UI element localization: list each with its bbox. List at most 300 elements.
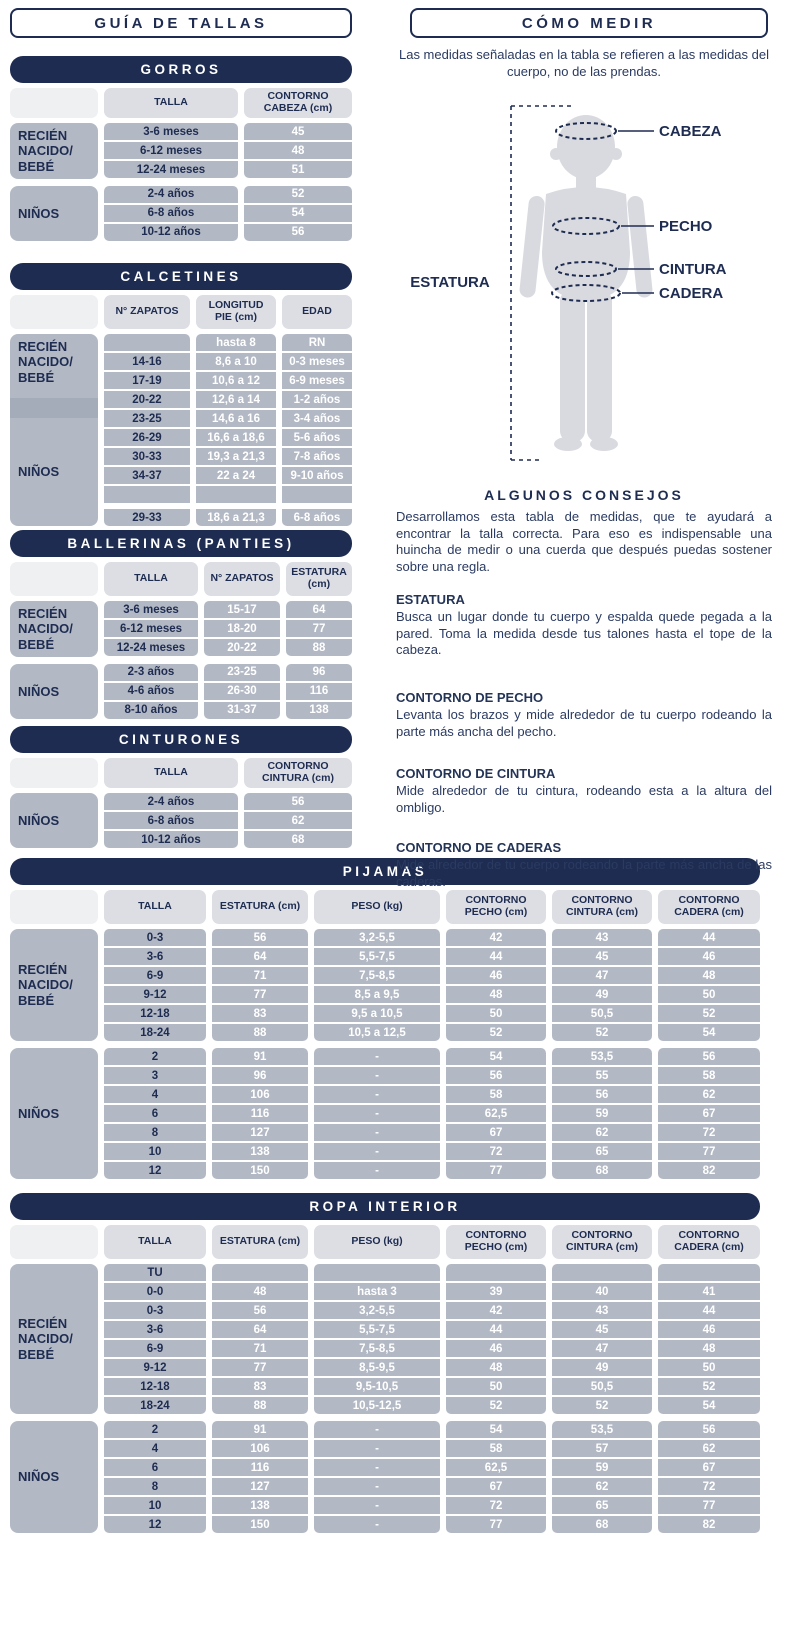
- ropa_interior-row-group-label: RECIÉN NACIDO/ BEBÉ: [10, 1264, 98, 1414]
- table-cell: 67: [446, 1124, 546, 1141]
- table-cell: 91: [212, 1048, 308, 1065]
- pijamas-column-header: PESO (kg): [314, 890, 440, 924]
- ropa_interior-corner-cell: [10, 1225, 98, 1259]
- calcetines-label-segment: NIÑOS: [18, 464, 60, 480]
- table-row: [104, 683, 352, 700]
- table-calcetines: [10, 263, 352, 526]
- table-cell: [282, 486, 352, 503]
- table-row: [104, 1048, 760, 1065]
- table-cell: 2-4 años: [104, 793, 238, 810]
- table-cell: 77: [446, 1162, 546, 1179]
- table-cell: 62: [658, 1440, 760, 1457]
- pijamas-title-bar: PIJAMAS: [10, 858, 760, 885]
- cinturones-title-bar: CINTURONES: [10, 726, 352, 753]
- gorros-rows: [104, 186, 352, 241]
- ballerinas-row-group-label: RECIÉN NACIDO/ BEBÉ: [10, 601, 98, 657]
- ropa_interior-row-group: [10, 1421, 760, 1533]
- table-cell: 12: [104, 1162, 206, 1179]
- table-row: [104, 1497, 760, 1514]
- table-cell: 68: [552, 1162, 652, 1179]
- ropa_interior-column-header: TALLA: [104, 1225, 206, 1259]
- table-cell: 6-9 meses: [282, 372, 352, 389]
- table-cell: 52: [658, 1378, 760, 1395]
- gorros-column-header: TALLA: [104, 88, 238, 118]
- table-cell: 127: [212, 1124, 308, 1141]
- table-cell: 62: [244, 812, 352, 829]
- ballerinas-column-header: TALLA: [104, 562, 198, 596]
- ballerinas-column-header: N° ZAPATOS: [204, 562, 280, 596]
- table-cell: 116: [212, 1105, 308, 1122]
- table-row: [104, 664, 352, 681]
- table-row: [104, 1024, 760, 1041]
- table-cell: 8,6 a 10: [196, 353, 276, 370]
- table-cell: 34-37: [104, 467, 190, 484]
- table-cell: 64: [212, 1321, 308, 1338]
- table-cell: 12,6 a 14: [196, 391, 276, 408]
- table-cell: 7,5-8,5: [314, 967, 440, 984]
- table-cell: 3: [104, 1067, 206, 1084]
- table-cell: 7,5-8,5: [314, 1340, 440, 1357]
- table-row: [104, 831, 352, 848]
- table-cell: 6-9: [104, 1340, 206, 1357]
- table-cell: 77: [446, 1516, 546, 1533]
- table-cell: 88: [286, 639, 352, 656]
- section-pecho-text: Levanta los brazos y mide alrededor de tu cuerpo rodeando la parte más ancha del pecho.: [396, 707, 772, 739]
- table-cell: 71: [212, 1340, 308, 1357]
- table-cell: [104, 334, 190, 351]
- gorros-title-bar: GORROS: [10, 56, 352, 83]
- table-row: [104, 986, 760, 1003]
- table-cell: -: [314, 1143, 440, 1160]
- gorros-row-group: [10, 123, 352, 179]
- table-cell: 8: [104, 1124, 206, 1141]
- table-cell: 6-8 años: [282, 509, 352, 526]
- gorros-column-headers: [104, 88, 352, 118]
- table-cell: 48: [244, 142, 352, 159]
- section-pecho-heading: CONTORNO DE PECHO: [396, 690, 544, 705]
- table-row: [104, 391, 352, 408]
- cinturones-column-headers: [104, 758, 352, 788]
- table-cell: 77: [212, 1359, 308, 1376]
- table-cell: 58: [446, 1086, 546, 1103]
- size-guide-title: GUÍA DE TALLAS: [94, 14, 268, 32]
- cinturones-corner-cell: [10, 758, 98, 788]
- ropa_interior-column-header: PESO (kg): [314, 1225, 440, 1259]
- table-cell: 59: [552, 1105, 652, 1122]
- table-row: [104, 948, 760, 965]
- table-cell: 56: [212, 1302, 308, 1319]
- table-row: [104, 224, 352, 241]
- table-cell: 56: [244, 793, 352, 810]
- table-cell: 96: [212, 1067, 308, 1084]
- table-cell: 65: [552, 1497, 652, 1514]
- ballerinas-corner-cell: [10, 562, 98, 596]
- table-cell: 14,6 a 16: [196, 410, 276, 427]
- table-row: [104, 1264, 760, 1281]
- ballerinas-title-bar: BALLERINAS (PANTIES): [10, 530, 352, 557]
- table-row: [104, 1516, 760, 1533]
- table-cell: 8: [104, 1478, 206, 1495]
- gorros-column-header: CONTORNO CABEZA (cm): [244, 88, 352, 118]
- size-guide-title-box: [10, 8, 352, 38]
- table-cell: 5,5-7,5: [314, 948, 440, 965]
- table-cell: 42: [446, 1302, 546, 1319]
- table-cell: RN: [282, 334, 352, 351]
- table-cell: 6-12 meses: [104, 142, 238, 159]
- gorros-row-group-label: NIÑOS: [10, 186, 98, 241]
- table-cell: 10-12 años: [104, 831, 238, 848]
- how-to-measure-title: CÓMO MEDIR: [521, 14, 657, 32]
- pijamas-column-header: ESTATURA (cm): [212, 890, 308, 924]
- table-cell: 50: [446, 1005, 546, 1022]
- calcetines-column-header: LONGITUD PIE (cm): [196, 295, 276, 329]
- table-cell: -: [314, 1124, 440, 1141]
- ballerinas-header-row: [10, 562, 352, 596]
- table-row: [104, 1105, 760, 1122]
- table-row: [104, 334, 352, 351]
- table-cell: 54: [658, 1024, 760, 1041]
- table-cell: 46: [446, 1340, 546, 1357]
- table-cell: 16,6 a 18,6: [196, 429, 276, 446]
- table-cell: 12-24 meses: [104, 161, 238, 178]
- table-cell: 10,5 a 12,5: [314, 1024, 440, 1041]
- calcetines-row-group: [10, 334, 352, 526]
- table-cell: 50: [658, 986, 760, 1003]
- table-row: [104, 929, 760, 946]
- table-cell: 44: [658, 1302, 760, 1319]
- ropa_interior-row-group: [10, 1264, 760, 1414]
- ropa_interior-column-header: CONTORNO CADERA (cm): [658, 1225, 760, 1259]
- table-cell: TU: [104, 1264, 206, 1281]
- table-cell: 45: [244, 123, 352, 140]
- table-row: [104, 1378, 760, 1395]
- section-estatura-text: Busca un lugar donde tu cuerpo y espalda quede pegada a la pared. Toma la medida desde tus talones hasta el tope de la cabeza.: [396, 609, 772, 658]
- table-cell: 48: [446, 1359, 546, 1376]
- table-cell: 18-20: [204, 620, 280, 637]
- ropa_interior-column-header: CONTORNO PECHO (cm): [446, 1225, 546, 1259]
- table-cell: 67: [658, 1459, 760, 1476]
- table-cell: [196, 486, 276, 503]
- measure-intro-text: Las medidas señaladas en la tabla se refieren a las medidas del cuerpo, no de las prendas.: [398, 47, 769, 79]
- gorros-header-row: [10, 88, 352, 118]
- table-cell: [314, 1264, 440, 1281]
- table-cell: 48: [658, 1340, 760, 1357]
- table-cell: 43: [552, 1302, 652, 1319]
- table-cell: 49: [552, 986, 652, 1003]
- table-cell: 3-6: [104, 948, 206, 965]
- table-row: [104, 1359, 760, 1376]
- table-row: [104, 1459, 760, 1476]
- table-cell: 5-6 años: [282, 429, 352, 446]
- table-cell: 77: [658, 1143, 760, 1160]
- table-cell: 8-10 años: [104, 702, 198, 719]
- table-cell: 17-19: [104, 372, 190, 389]
- table-row: [104, 1478, 760, 1495]
- pijamas-column-header: CONTORNO PECHO (cm): [446, 890, 546, 924]
- table-cell: 41: [658, 1283, 760, 1300]
- how-to-measure-title-box: [410, 8, 768, 38]
- table-cell: 2-3 años: [104, 664, 198, 681]
- table-cell: 54: [446, 1048, 546, 1065]
- section-contorno-pecho: [396, 690, 772, 740]
- table-cell: 2: [104, 1421, 206, 1438]
- table-cell: 22 a 24: [196, 467, 276, 484]
- table-cell: 46: [658, 948, 760, 965]
- gorros-row-group-label: RECIÉN NACIDO/ BEBÉ: [10, 123, 98, 179]
- table-cell: 82: [658, 1162, 760, 1179]
- pecho-label: PECHO: [659, 218, 713, 235]
- table-cell: 3-4 años: [282, 410, 352, 427]
- table-cell: -: [314, 1421, 440, 1438]
- calcetines-rows: [104, 334, 352, 526]
- pijamas-row-group-label: RECIÉN NACIDO/ BEBÉ: [10, 929, 98, 1041]
- table-cell: 6: [104, 1105, 206, 1122]
- table-cell: 50,5: [552, 1378, 652, 1395]
- table-cell: -: [314, 1440, 440, 1457]
- table-cell: 68: [552, 1516, 652, 1533]
- table-cell: 12-18: [104, 1378, 206, 1395]
- table-cell: 20-22: [204, 639, 280, 656]
- table-row: [104, 1283, 760, 1300]
- table-cell: 12-24 meses: [104, 639, 198, 656]
- table-cell: 5,5-7,5: [314, 1321, 440, 1338]
- table-cell: [552, 1264, 652, 1281]
- table-row: [104, 486, 352, 503]
- table-row: [104, 467, 352, 484]
- table-row: [104, 620, 352, 637]
- ropa_interior-header-row: [10, 1225, 760, 1259]
- calcetines-column-header: N° ZAPATOS: [104, 295, 190, 329]
- table-cell: 51: [244, 161, 352, 178]
- child-silhouette: [519, 115, 653, 451]
- table-row: [104, 1067, 760, 1084]
- table-cell: 53,5: [552, 1048, 652, 1065]
- pijamas-row-group: [10, 1048, 760, 1179]
- table-cell: 96: [286, 664, 352, 681]
- table-cell: 116: [212, 1459, 308, 1476]
- table-cell: 6-9: [104, 967, 206, 984]
- table-cell: 67: [446, 1478, 546, 1495]
- table-cell: 18-24: [104, 1397, 206, 1414]
- table-cinturones: [10, 726, 352, 848]
- section-contorno-cintura: [396, 766, 772, 816]
- table-cell: 53,5: [552, 1421, 652, 1438]
- table-row: [104, 123, 352, 140]
- table-cell: 55: [552, 1067, 652, 1084]
- table-cell: 46: [446, 967, 546, 984]
- ballerinas-row-group: [10, 664, 352, 719]
- table-cell: 54: [244, 205, 352, 222]
- table-cell: 138: [212, 1497, 308, 1514]
- tips-title: ALGUNOS CONSEJOS: [484, 487, 684, 503]
- table-cell: 56: [212, 929, 308, 946]
- calcetines-label-segment: [10, 398, 98, 418]
- table-cell: 10,6 a 12: [196, 372, 276, 389]
- table-cell: 0-3 meses: [282, 353, 352, 370]
- table-cell: 9-12: [104, 1359, 206, 1376]
- table-row: [104, 429, 352, 446]
- ropa_interior-rows: [104, 1264, 760, 1414]
- table-gorros: [10, 56, 352, 241]
- table-cell: 2: [104, 1048, 206, 1065]
- table-cell: 6-8 años: [104, 812, 238, 829]
- table-cell: 50,5: [552, 1005, 652, 1022]
- table-cell: 44: [658, 929, 760, 946]
- cinturones-rows: [104, 793, 352, 848]
- table-cell: 54: [446, 1421, 546, 1438]
- table-cell: 23-25: [104, 410, 190, 427]
- table-cell: 8,5 a 9,5: [314, 986, 440, 1003]
- table-cell: 0-3: [104, 1302, 206, 1319]
- table-cell: 71: [212, 967, 308, 984]
- table-cell: 106: [212, 1440, 308, 1457]
- table-cell: 10: [104, 1497, 206, 1514]
- table-cell: 52: [446, 1397, 546, 1414]
- table-cell: 14-16: [104, 353, 190, 370]
- cabeza-label: CABEZA: [659, 123, 722, 140]
- table-cell: 42: [446, 929, 546, 946]
- table-cell: 10,5-12,5: [314, 1397, 440, 1414]
- cadera-label: CADERA: [659, 285, 724, 302]
- table-cell: 7-8 años: [282, 448, 352, 465]
- cinturones-body: [10, 793, 352, 848]
- table-cell: 68: [244, 831, 352, 848]
- ropa_interior-body: [10, 1264, 760, 1533]
- table-cell: -: [314, 1048, 440, 1065]
- table-cell: [658, 1264, 760, 1281]
- table-cell: 4: [104, 1086, 206, 1103]
- ropa_interior-title-bar: ROPA INTERIOR: [10, 1193, 760, 1220]
- table-cell: 47: [552, 967, 652, 984]
- table-cell: 62,5: [446, 1105, 546, 1122]
- table-row: [104, 1397, 760, 1414]
- cintura-label: CINTURA: [659, 261, 727, 278]
- table-cell: 47: [552, 1340, 652, 1357]
- ropa_interior-row-group-label: NIÑOS: [10, 1421, 98, 1533]
- table-cell: 4: [104, 1440, 206, 1457]
- table-cell: 64: [212, 948, 308, 965]
- gorros-corner-cell: [10, 88, 98, 118]
- table-cell: 91: [212, 1421, 308, 1438]
- table-cell: 58: [446, 1440, 546, 1457]
- table-cell: 4-6 años: [104, 683, 198, 700]
- cinturones-column-header: CONTORNO CINTURA (cm): [244, 758, 352, 788]
- child-silhouette-figure: [396, 100, 774, 470]
- table-cell: 9-10 años: [282, 467, 352, 484]
- ballerinas-row-group-label: NIÑOS: [10, 664, 98, 719]
- table-row: [104, 639, 352, 656]
- calcetines-row-group-label: [10, 334, 98, 526]
- table-row: [104, 205, 352, 222]
- pijamas-column-headers: [104, 890, 760, 924]
- table-cell: 58: [658, 1067, 760, 1084]
- table-cell: 0-0: [104, 1283, 206, 1300]
- table-cell: 50: [658, 1359, 760, 1376]
- table-cell: 19,3 a 21,3: [196, 448, 276, 465]
- table-row: [104, 793, 352, 810]
- tips-text: Desarrollamos esta tabla de medidas, que te ayudará a encontrar la talla correcta. Para eso es indispensable una huincha de medir o una cuerda que después puedas sostener sobre una regla.: [396, 509, 772, 574]
- table-cell: 26-29: [104, 429, 190, 446]
- calcetines-header-row: [10, 295, 352, 329]
- table-row: [104, 1340, 760, 1357]
- ballerinas-column-header: ESTATURA (cm): [286, 562, 352, 596]
- table-cell: 3,2-5,5: [314, 1302, 440, 1319]
- pijamas-column-header: CONTORNO CADERA (cm): [658, 890, 760, 924]
- table-cell: 150: [212, 1162, 308, 1179]
- table-ropa-interior: [10, 1193, 760, 1533]
- section-caderas-text: Mide alrededor de tu cuerpo rodeando la parte más ancha de las caderas.: [396, 857, 772, 889]
- calcetines-column-headers: [104, 295, 352, 329]
- table-cell: 77: [286, 620, 352, 637]
- table-row: [104, 353, 352, 370]
- table-row: [104, 601, 352, 618]
- cinturones-row-group-label: NIÑOS: [10, 793, 98, 848]
- table-cell: -: [314, 1459, 440, 1476]
- table-cell: 0-3: [104, 929, 206, 946]
- table-cell: 45: [552, 948, 652, 965]
- table-cell: hasta 3: [314, 1283, 440, 1300]
- table-cell: -: [314, 1067, 440, 1084]
- pijamas-body: [10, 929, 760, 1179]
- ropa_interior-column-header: ESTATURA (cm): [212, 1225, 308, 1259]
- table-ballerinas: [10, 530, 352, 719]
- table-cell: 26-30: [204, 683, 280, 700]
- table-cell: 57: [552, 1440, 652, 1457]
- table-cell: 45: [552, 1321, 652, 1338]
- table-row: [104, 812, 352, 829]
- calcetines-corner-cell: [10, 295, 98, 329]
- table-row: [104, 1124, 760, 1141]
- table-row: [104, 1321, 760, 1338]
- gorros-body: [10, 123, 352, 241]
- calcetines-body: [10, 334, 352, 526]
- table-cell: 3-6 meses: [104, 123, 238, 140]
- table-row: [104, 1421, 760, 1438]
- table-cell: -: [314, 1086, 440, 1103]
- table-cell: 56: [244, 224, 352, 241]
- body-measure-diagram: [396, 100, 774, 470]
- pijamas-corner-cell: [10, 890, 98, 924]
- gorros-rows: [104, 123, 352, 179]
- table-row: [104, 161, 352, 178]
- calcetines-column-header: EDAD: [282, 295, 352, 329]
- table-cell: -: [314, 1105, 440, 1122]
- table-cell: 12-18: [104, 1005, 206, 1022]
- table-cell: 52: [244, 186, 352, 203]
- table-cell: 77: [658, 1497, 760, 1514]
- table-row: [104, 372, 352, 389]
- table-cell: 1-2 años: [282, 391, 352, 408]
- table-cell: hasta 8: [196, 334, 276, 351]
- table-cell: 59: [552, 1459, 652, 1476]
- table-cell: 6-12 meses: [104, 620, 198, 637]
- pijamas-header-row: [10, 890, 760, 924]
- table-cell: 3-6: [104, 1321, 206, 1338]
- table-cell: 62,5: [446, 1459, 546, 1476]
- table-cell: 72: [658, 1124, 760, 1141]
- table-cell: 62: [552, 1478, 652, 1495]
- table-cell: 62: [658, 1086, 760, 1103]
- table-row: [104, 448, 352, 465]
- table-cell: 10-12 años: [104, 224, 238, 241]
- ballerinas-rows: [104, 601, 352, 657]
- calcetines-title-bar: CALCETINES: [10, 263, 352, 290]
- table-cell: 23-25: [204, 664, 280, 681]
- table-cell: 15-17: [204, 601, 280, 618]
- table-cell: 83: [212, 1005, 308, 1022]
- pijamas-column-header: TALLA: [104, 890, 206, 924]
- table-cell: 138: [212, 1143, 308, 1160]
